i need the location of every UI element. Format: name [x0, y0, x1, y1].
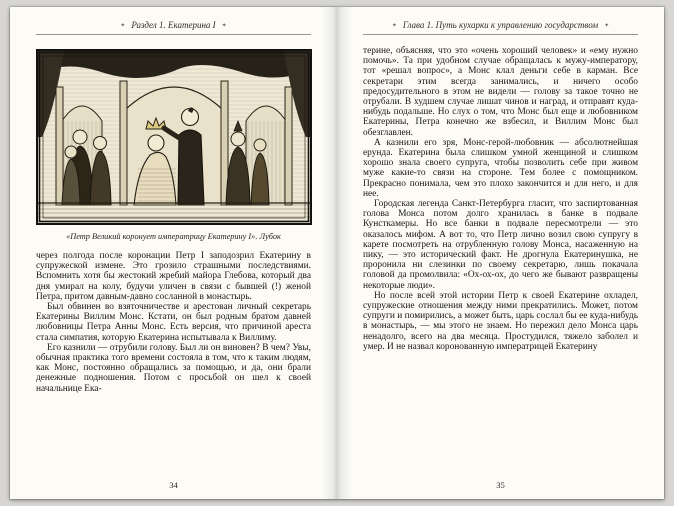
paragraph: Городская легенда Санкт-Петербурга гласит, что заспиртованная голова Монса потом долго хранилась в банке в подвале Кунсткамеры. Но все банки в подвале пересмотрели — это оказалось мифом. А вот то, что Петр лично возил свою супругу в карете посмотреть на отрубленную голову Монса, насаженную на пику, — это исторический факт. Не дрогнула Екатеринушка, не проронила ни слезинки по своему секретарю, лишь покачала головой да промолвила: «Ох-ох-ох, до чего же бывают развращены некоторые люди». [363, 199, 638, 291]
header-ornament-icon: ✦ [391, 22, 397, 29]
paragraph: терине, объясняя, что это «очень хороший человек» и «ему нужно помочь». Та при удобном случае обращалась к мужу-императору, тот «решал вопрос», а Монс клал деньги себе в карман. Все секретари этим всегда занимались, и ничего особо предосудительного в этом не видели — голову за такое точно не отрубали. В худшем случае лишат чинов и наград, и отправят куда-нибудь подальше. Но слух о том, что Монс был еще и любовником Екатерины, Петра конечно же взбесил, и Виллим Монс был обезглавлен. [363, 46, 638, 138]
running-head [36, 20, 311, 31]
page-header-right [363, 20, 638, 35]
body-text-left [36, 251, 311, 394]
page-header-left [36, 20, 311, 35]
paragraph: через полгода после коронации Петр I заподозрил Екатерину в супружеской измене. Это грозило страшными последствиями. Вспомнить хотя бы жестокий жребий майора Глебова, который два дня умирал на колу, будучи уличен в связи с бывшей (!) женой Петра, притом давным-давно сосланной в монастырь. [36, 251, 311, 302]
paragraph: Был обвинен во взяточничестве и арестован личный секретарь Екатерины Виллим Монс. Кстати, он был родным братом давней любовницы Петра Анны Монс. Есть версия, что причиной ареста стала симпатия, которую Екатерина испытывала к Виллиму. [36, 302, 311, 343]
header-ornament-icon: ✦ [120, 22, 126, 29]
page-number-left: 34 [169, 480, 178, 490]
page-left [10, 7, 337, 499]
body-text-right [363, 46, 638, 352]
book-spread [10, 7, 664, 499]
running-head-left-text: Раздел 1. Екатерина I [131, 20, 216, 30]
running-head [363, 20, 638, 31]
coronation-engraving [36, 49, 312, 225]
page-right [337, 7, 664, 499]
header-rule [36, 34, 311, 35]
engraving-image [38, 51, 310, 223]
header-ornament-icon: ✦ [221, 22, 227, 29]
running-head-right-text: Глава 1. Путь кухарки к управлению государством [402, 20, 599, 30]
page-number-right: 35 [496, 480, 505, 490]
illustration-caption: «Петр Великий коронует императрицу Екатерину I». Лубок [66, 232, 281, 241]
header-ornament-icon: ✦ [604, 22, 610, 29]
paragraph: А казнили его зря, Монс-герой-любовник — абсолютнейшая ерунда. Екатерина была слишком умной женщиной и слишком хорошо знала своего супруга, чтобы позволить себе при живом муже какие-то связи на стороне. Тем более с помощником. Прекрасно понимала, чем это плохо закончится и для него, и для нее. [363, 137, 638, 199]
header-rule [363, 34, 638, 35]
paragraph: Но после всей этой истории Петр к своей Екатерине охладел, супружеские отношения между ними прекратились. Может, потом супруги и помирились, а может быть, царь сослал бы ее куда-нибудь в монастырь, — мы этого не знаем. Но пережил дело Монса царь ненадолго, всего на два месяца. Простудился, тяжело заболел и умер. И не назвал коронованную императрицей Екатерину [363, 290, 638, 352]
paragraph: Его казнили — отрубили голову. Был ли он виновен? В чем? Увы, обычная практика того времени состояла в том, что к таким людям, как Монс, постоянно обращались за помощью, и да, они брали денежные подношения. Потом с просьбой он шел к своей начальнице Ека- [36, 342, 311, 394]
